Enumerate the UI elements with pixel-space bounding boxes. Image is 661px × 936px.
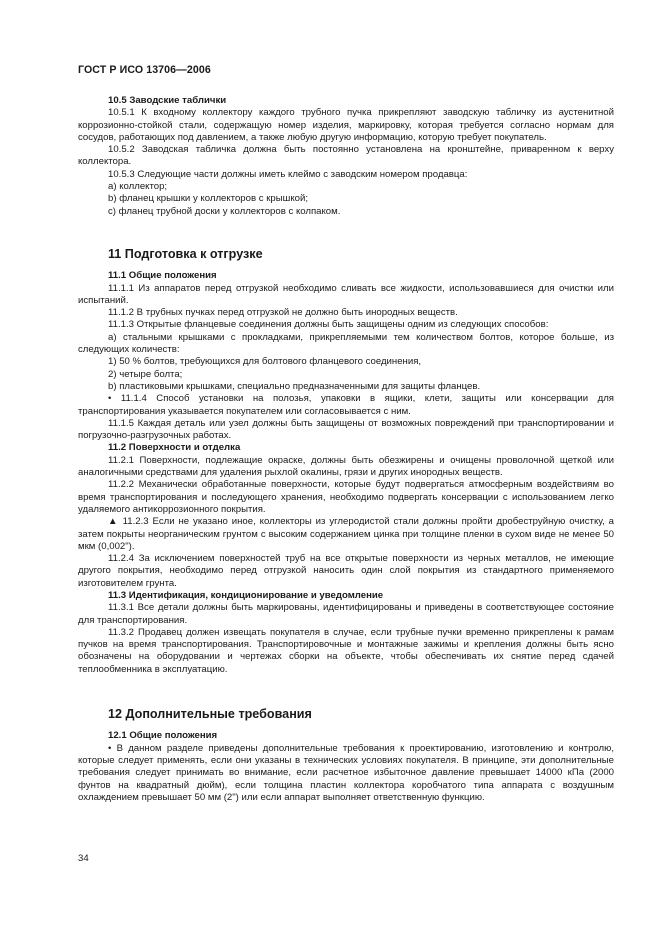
- paragraph: 11.1.5 Каждая деталь или узел должны быть защищены от возможных повреждений при транспортировании и погрузочно-разгрузочных работах.: [78, 417, 614, 442]
- document-header: ГОСТ Р ИСО 13706—2006: [78, 64, 211, 76]
- list-item: a) коллектор;: [108, 181, 168, 193]
- subsection-heading: 11.3 Идентификация, кондиционирование и уведомление: [108, 589, 384, 601]
- paragraph: • В данном разделе приведены дополнительные требования к проектированию, изготовлению и контролю, которые следует применять, если они указаны в технических условиях покупателя. В принципе, эти дополнительные требования следует принимать во внимание, если расчетное избыточное давление превышает 14000 кПа (2000 фунтов на квадратный дюйм), если толщина пластин коллектора коробчатого типа аппарата с воздушным охлаждением превышает 50 мм (2") или если аппарат выполняет ответственную функцию.: [78, 742, 614, 803]
- paragraph: 11.2.4 За исключением поверхностей труб на все открытые поверхности из черных металлов, не имеющие другого покрытия, необходимо перед отгрузкой наносить один слой покрытия из стандартного применяемого изготовителем грунта.: [78, 553, 614, 589]
- subsection-heading: 11.2 Поверхности и отделка: [108, 442, 241, 454]
- spacer: [78, 260, 614, 270]
- paragraph: 11.2.1 Поверхности, подлежащие окраске, должны быть обезжирены и очищены проволочной щеткой или аналогичными средствами для удаления рыхлой окалины, грязи и других инородных веществ.: [78, 454, 614, 479]
- list-item: b) пластиковыми крышками, специально предназначенными для защиты фланцев.: [108, 380, 481, 392]
- paragraph: 11.3.2 Продавец должен извещать покупателя в случае, если трубные пучки временно прикреплены к рамам пучков на время транспортирования. Транспортировочные и монтажные зажимы и крепления должны быть ясно обозначены на оборудовании и чертежах сборки на объекте, чтобы обеспечивать их снятие перед сдачей теплообменника в эксплуатацию.: [78, 626, 614, 675]
- spacer: [78, 218, 614, 248]
- paragraph: a) стальными крышками с прокладками, прикрепляемыми тем количеством болтов, которое больше, из следующих количеств:: [78, 331, 614, 356]
- section-heading: 11 Подготовка к отгрузке: [108, 246, 263, 261]
- subsection-heading: 12.1 Общие положения: [108, 730, 218, 742]
- paragraph: 11.1.3 Открытые фланцевые соединения должны быть защищены одним из следующих способов:: [108, 319, 549, 331]
- paragraph: 11.2.2 Механически обработанные поверхности, которые будут подвергаться атмосферным воздействиям во время транспортирования и последующего хранения, необходимо подвергать консервации с использованием легко удаляемого антикоррозионного покрытия.: [78, 479, 614, 515]
- page-number: 34: [78, 853, 89, 864]
- paragraph: • 11.1.4 Способ установки на полозья, упаковки в ящики, клети, защиты или консервации для транспортирования указывается покупателем или согласовывается с ним.: [78, 393, 614, 417]
- spacer: [78, 720, 614, 730]
- paragraph: 10.5.3 Следующие части должны иметь клеймо с заводским номером продавца:: [108, 168, 468, 180]
- paragraph: 11.1.2 В трубных пучках перед отгрузкой не должно быть инородных веществ.: [108, 307, 458, 319]
- paragraph: ▲ 11.2.3 Если не указано иное, коллекторы из углеродистой стали должны пройти дробеструйную очистку, а затем покрыты неорганическим грунтом с высоким содержанием цинка при толщине пленки в сухом виде не менее 50 мкм (0,002").: [78, 516, 614, 552]
- document-body: [78, 95, 614, 804]
- spacer: [78, 676, 614, 708]
- section-heading: 12 Дополнительные требования: [108, 707, 312, 722]
- subsection-heading: 10.5 Заводские таблички: [108, 95, 227, 106]
- paragraph: 10.5.1 К входному коллектору каждого трубного пучка прикрепляют заводскую табличку из аустенитной коррозионно-стойкой стали, содержащую номер изделия, маркировку, которая требуется согласно нормам для сосудов, работающих под давлением, а также любую другую информацию, которую требует покупатель.: [78, 107, 614, 143]
- paragraph: 10.5.2 Заводская табличка должна быть постоянно установлена на кронштейне, приваренном к верху коллектора.: [78, 144, 614, 168]
- paragraph: 11.3.1 Все детали должны быть маркированы, идентифицированы и приведены в соответствующее состояние для транспортирования.: [78, 602, 614, 626]
- list-item: c) фланец трубной доски у коллекторов с колпаком.: [108, 205, 341, 217]
- list-item: 1) 50 % болтов, требующихся для болтового фланцевого соединения,: [108, 356, 422, 368]
- list-item: b) фланец крышки у коллекторов с крышкой;: [108, 193, 308, 205]
- paragraph: 11.1.1 Из аппаратов перед отгрузкой необходимо сливать все жидкости, использовавшиеся для очистки или испытаний.: [78, 282, 614, 306]
- list-item: 2) четыре болта;: [108, 368, 183, 380]
- subsection-heading: 11.1 Общие положения: [108, 270, 217, 282]
